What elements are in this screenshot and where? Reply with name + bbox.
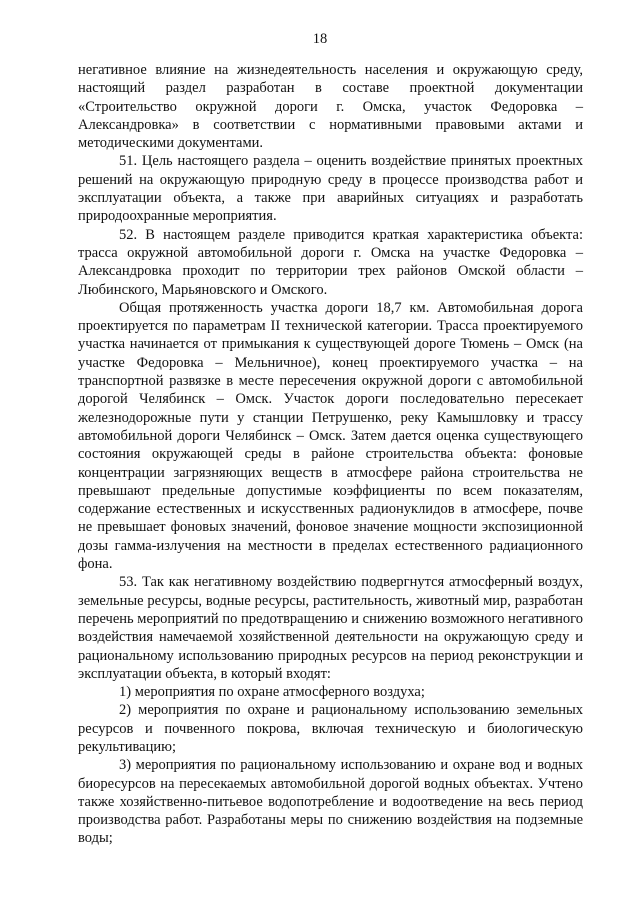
page-number: 18 bbox=[312, 31, 328, 47]
list-item-1: 1) мероприятия по охране атмосферного воздуха; bbox=[119, 684, 425, 701]
document-body bbox=[78, 61, 583, 848]
paragraph-51: 51. Цель настоящего раздела – оценить воздействие принятых проектных решений на окружающую природную среду в процессе производства работ и эксплуатации объекта, а также при аварийных ситуациях и разработать природоохранные мероприятия. bbox=[78, 153, 583, 225]
list-item-2: 2) мероприятия по охране и рациональному использованию земельных ресурсов и почвенного покрова, включая техническую и биологическую рекультивацию; bbox=[78, 702, 583, 755]
paragraph-53: 53. Так как негативному воздействию подвергнутся атмосферный воздух, земельные ресурсы, водные ресурсы, растительность, животный мир, разработан перечень мероприятий по предотвращению и снижению возможного негативного воздействия намечаемой хозяйственной деятельности на окружающую среду и рациональному использованию природных ресурсов на период реконструкции и эксплуатации объекта, в который входят: bbox=[78, 574, 583, 682]
list-item-3: 3) мероприятия по рациональному использованию и охране вод и водных биоресурсов на пересекаемых автомобильной дорогой водных объектах. Учтено также хозяйственно-питьевое водопотребление и водоотведение на весь период производства работ. Разработаны меры по снижению воздействия на подземные воды; bbox=[78, 757, 583, 847]
paragraph-52: 52. В настоящем разделе приводится краткая характеристика объекта: трасса окружной автомобильной дороги г. Омска на участке Федоровка – Александровка проходит по территории трех районов Омской области – Любинского, Марьяновского и Омского. bbox=[78, 226, 583, 298]
paragraph-road-description: Общая протяженность участка дороги 18,7 км. Автомобильная дорога проектируется по параметрам II технической категории. Трасса проектируемого участка начинается от примыкания к существующей дороге Тюмень – Омск (на участке Федоровка – Мельничное), конец проектируемого участка – на транспортной развязке в месте пересечения окружной дороги с автомобильной дорогой Челябинск – Омск. Участок дороги последовательно пересекает железнодорожные пути у станции Петрушенко, реку Камышловку и трассу автомобильной дороги Челябинск – Омск. Затем дается оценка существующего состояния окружающей среды в районе строительства объекта: фоновые концентрации загрязняющих веществ в атмосфере района строительства не превышают предельные допустимые коэффициенты по всем показателям, содержание естественных и искусственных радионуклидов в атмосфере, почве не превышает фоновых значений, фоновое значение мощности экспозиционной дозы гамма-излучения на местности в пределах естественного радиационного фона. bbox=[78, 299, 583, 573]
paragraph-intro-continuation: негативное влияние на жизнедеятельность населения и окружающую среду, настоящий раздел разработан в составе проектной документации «Строительство окружной дороги г. Омска, участок Федоровка – Александровка» в соответствии с нормативными правовыми актами и методическими документами. bbox=[78, 62, 583, 152]
